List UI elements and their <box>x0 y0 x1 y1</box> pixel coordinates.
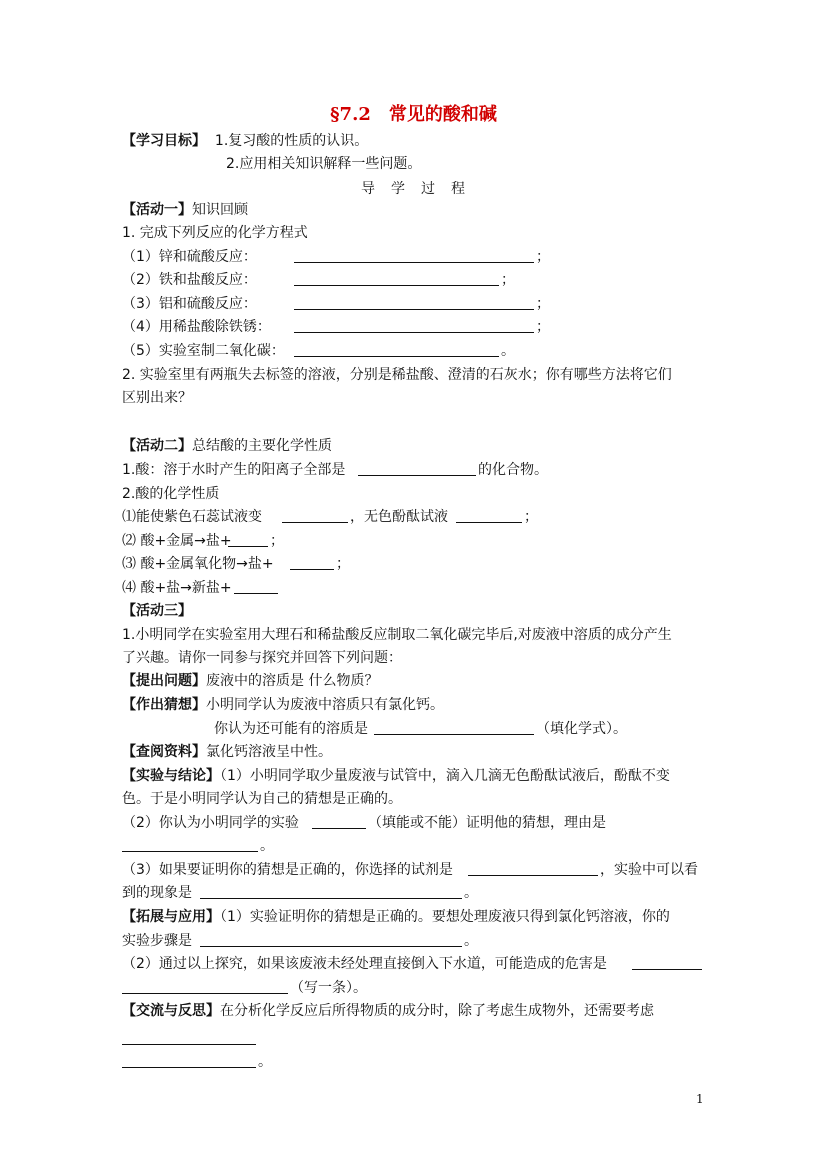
reaction-5-line <box>122 342 515 360</box>
hypothesis-blank[interactable] <box>374 720 534 735</box>
reaction-5-blank[interactable] <box>294 342 499 357</box>
experiment-3-reagent-blank[interactable] <box>468 861 598 876</box>
hypothesis-text: 小明同学认为废液中溶质只有氯化钙。 <box>206 697 444 713</box>
activity3-label: 【活动三】 <box>122 603 192 619</box>
reflection-text: 在分析化学反应后所得物质的成分时，除了考虑生成物外，还需要考虑 <box>220 1003 654 1019</box>
question-line <box>122 672 378 690</box>
hypothesis-2-end: （填化学式）。 <box>536 721 627 737</box>
property-1-blank-a[interactable] <box>282 508 348 523</box>
reaction-5-label: （5）实验室制二氧化碳： <box>122 343 285 359</box>
experiment-3-text: （3）如果要证明你的猜想是正确的，你选择的试剂是 <box>122 862 453 878</box>
extension-2-blank-b[interactable] <box>122 979 288 994</box>
reference-text: 氯化钙溶液呈中性。 <box>206 744 332 760</box>
reaction-2-line <box>122 271 515 289</box>
hypothesis-2-text: 你认为还可能有的溶质是 <box>214 721 368 737</box>
activity1-name: 知识回顾 <box>192 202 248 218</box>
reaction-1-blank[interactable] <box>294 248 534 263</box>
reference-line <box>122 743 332 761</box>
activity3-heading <box>122 602 192 620</box>
activity1-q1: 1. 完成下列反应的化学方程式 <box>122 225 308 241</box>
reaction-4-label: （4）用稀盐酸除铁锈： <box>122 319 271 335</box>
activity1-q2-line-2: 区别出来？ <box>122 390 192 406</box>
reflection-label: 【交流与反思】 <box>122 1003 220 1019</box>
property-3 <box>122 555 350 573</box>
reaction-1-label: （1）锌和硫酸反应： <box>122 249 257 265</box>
experiment-line-1 <box>122 767 670 785</box>
extension-2-text: （2）通过以上探究，如果该废液未经处理直接倒入下水道，可能造成的危害是 <box>122 956 607 972</box>
reaction-3-label: （3）铝和硫酸反应： <box>122 296 257 312</box>
experiment-2-end: 。 <box>260 838 274 854</box>
reaction-1-semicolon: ； <box>536 249 550 265</box>
activity2-heading <box>122 437 332 455</box>
reaction-3-blank[interactable] <box>294 295 534 310</box>
reaction-1-line <box>122 248 550 266</box>
experiment-3-text-c: 到的现象是 <box>122 885 192 901</box>
acid-definition-end: 的化合物。 <box>478 462 548 478</box>
property-2 <box>122 532 284 550</box>
experiment-3-phenomenon-blank[interactable] <box>200 884 462 899</box>
reaction-2-blank[interactable] <box>294 271 499 286</box>
experiment-2-text-b: （填能或不能）证明他的猜想，理由是 <box>368 815 606 831</box>
property-2-blank[interactable] <box>228 532 268 547</box>
experiment-label: 【实验与结论】 <box>122 768 220 784</box>
property-1-text-b: ，无色酚酞试液 <box>350 509 448 525</box>
property-1 <box>122 508 538 526</box>
experiment-2-text: （2）你认为小明同学的实验 <box>122 815 299 831</box>
activity2-label: 【活动二】 <box>122 438 192 454</box>
property-2-end: ； <box>270 533 284 549</box>
property-2-text: ⑵ 酸+金属→盐+ <box>122 533 232 549</box>
property-3-blank[interactable] <box>290 555 334 570</box>
property-1-end: ； <box>524 509 538 525</box>
experiment-line-1b: 色。于是小明同学认为自己的猜想是正确的。 <box>122 791 402 807</box>
extension-label: 【拓展与应用】 <box>122 909 220 925</box>
reaction-4-line <box>122 318 550 336</box>
property-4-text: ⑷ 酸+盐→新盐+ <box>122 580 232 596</box>
question-text: 废液中的溶质是 什么物质？ <box>206 673 379 689</box>
extension-1-text-b: 实验步骤是 <box>122 933 192 949</box>
acid-definition-blank[interactable] <box>358 461 476 476</box>
property-3-end: ； <box>336 556 350 572</box>
activity3-intro-1: 1.小明同学在实验室用大理石和稀盐酸反应制取二氧化碳完毕后,对废液中溶质的成分产生 <box>122 627 672 643</box>
extension-line-1b <box>122 932 478 950</box>
extension-line-2 <box>122 955 607 973</box>
extension-line-1 <box>122 908 670 926</box>
property-4 <box>122 579 232 597</box>
reaction-2-label: （2）铁和盐酸反应： <box>122 272 257 288</box>
reaction-4-blank[interactable] <box>294 318 534 333</box>
activity3-intro-2: 了兴趣。请你一同参与探究并回答下列问题： <box>122 650 402 666</box>
reaction-3-line <box>122 295 550 313</box>
experiment-1-text: （1）小明同学取少量废液与试管中，滴入几滴无色酚酞试液后，酚酞不变 <box>220 768 670 784</box>
objectives-label: 【学习目标】 <box>122 133 206 149</box>
reflection-blank-1[interactable] <box>122 1030 256 1045</box>
hypothesis-label: 【作出猜想】 <box>122 697 206 713</box>
experiment-line-3b <box>122 884 478 902</box>
objective-1: 1.复习酸的性质的认识。 <box>214 133 369 149</box>
experiment-line-3 <box>122 861 698 879</box>
property-1-blank-b[interactable] <box>456 508 522 523</box>
activity1-heading <box>122 201 248 219</box>
experiment-line-2 <box>122 814 606 832</box>
extension-1-text: （1）实验证明你的猜想是正确的。要想处理废液只得到氯化钙溶液，你的 <box>220 909 670 925</box>
guide-heading: 导 学 过 程 <box>361 181 466 197</box>
acid-definition <box>122 461 548 479</box>
reflection-end: 。 <box>258 1054 272 1070</box>
extension-2-end: （写一条）。 <box>290 980 367 996</box>
acid-definition-text: 1.酸：溶于水时产生的阳离子全部是 <box>122 462 346 478</box>
activity1-label: 【活动一】 <box>122 202 192 218</box>
reflection-blank-2[interactable] <box>122 1053 256 1068</box>
page-number: 1 <box>696 1092 704 1106</box>
extension-1-blank[interactable] <box>200 932 462 947</box>
objectives-line-1 <box>122 132 368 150</box>
acid-properties-heading: 2.酸的化学性质 <box>122 486 220 502</box>
question-label: 【提出问题】 <box>122 673 206 689</box>
property-4-blank[interactable] <box>234 579 278 594</box>
experiment-2-reason-blank[interactable] <box>122 837 258 852</box>
hypothesis-line <box>122 696 444 714</box>
reaction-2-semicolon: ； <box>501 272 515 288</box>
experiment-2-blank[interactable] <box>312 814 366 829</box>
experiment-3-end: 。 <box>464 885 478 901</box>
property-3-text: ⑶ 酸+金属氧化物→盐+ <box>122 556 274 572</box>
property-1-text: ⑴能使紫色石蕊试液变 <box>122 509 262 525</box>
activity1-q2-line-1: 2. 实验室里有两瓶失去标签的溶液，分别是稀盐酸、澄清的石灰水；你有哪些方法将它们 <box>122 367 672 383</box>
reaction-3-semicolon: ； <box>536 296 550 312</box>
experiment-3-text-b: ，实验中可以看 <box>600 862 698 878</box>
extension-2-blank-a[interactable] <box>632 955 702 970</box>
reference-label: 【查阅资料】 <box>122 744 206 760</box>
extension-1-end: 。 <box>464 933 478 949</box>
reaction-4-semicolon: ； <box>536 319 550 335</box>
reaction-5-period: 。 <box>501 343 515 359</box>
page-title: §7.2 常见的酸和碱 <box>330 104 497 125</box>
activity2-name: 总结酸的主要化学性质 <box>192 438 332 454</box>
hypothesis-line-2 <box>214 720 627 738</box>
reflection-line <box>122 1002 654 1020</box>
objective-2: 2.应用相关知识解释一些问题。 <box>226 156 422 172</box>
